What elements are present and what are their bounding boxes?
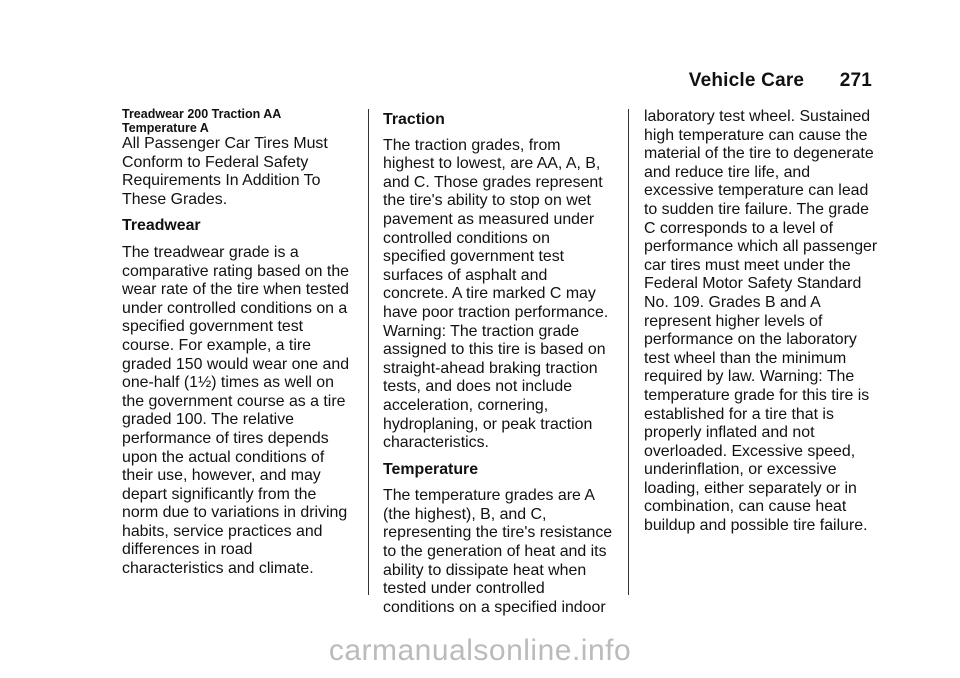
temperature-heading: Temperature	[383, 460, 479, 478]
column-2	[383, 108, 615, 617]
temperature-paragraph-continued: laboratory test wheel. Sustained high temperature can cause the material of the tire to degenerate and reduce tire life, and excessive temperature can lead to sudden tire failure. The grade C corresponds to a level of performance which all passenger car tires must meet under the Federal Motor Safety Standard No. 109. Grades B and A represent higher levels of performance on the laboratory test wheel than the minimum required by law. Warning: The temperature grade for this tire is established for a tire that is properly inflated and not overloaded. Excessive speed, underinflation, or excessive loading, either separately or in combination, can cause heat buildup and possible tire failure.	[644, 108, 878, 535]
page-header	[689, 70, 872, 92]
temperature-paragraph: The temperature grades are A (the highest), B, and C, representing the tire's resistance to the generation of heat and its ability to dissipate heat when tested under controlled conditions on a specified indoor	[383, 487, 613, 616]
column-1	[122, 108, 354, 579]
federal-requirements-text: All Passenger Car Tires Must Conform to Federal Safety Requirements In Addition To These Grades.	[122, 135, 328, 208]
column-divider	[628, 109, 629, 595]
tire-grade-label: Treadwear 200 Traction AA Temperature A	[122, 107, 281, 135]
section-title: Vehicle Care	[688, 70, 805, 91]
traction-heading: Traction	[383, 111, 445, 128]
treadwear-heading: Treadwear	[122, 217, 201, 235]
page-number: 271	[839, 70, 872, 91]
traction-paragraph: The traction grades, from highest to lowest, are AA, A, B, and C. Those grades represent the tire's ability to stop on wet pavement as measured under controlled conditions on specified government test surfaces of asphalt and concrete. A tire marked C may have poor traction performance. Warning: The traction grade assigned to this tire is based on straight-ahead braking traction tests, and does not include acceleration, cornering, hydroplaning, or peak traction characteristics.	[383, 136, 609, 452]
treadwear-paragraph: The treadwear grade is a comparative rating based on the wear rate of the tire when tested under controlled conditions on a specified government test course. For example, a tire graded 150 would wear one and one-half (1½) times as well on the government course as a tire graded 100. The relative performance of tires depends upon the actual conditions of their use, however, and may depart significantly from the norm due to variations in driving habits, service practices and differences in road characteristics and climate.	[122, 243, 350, 578]
column-divider	[368, 109, 369, 595]
watermark: carmanualsonline.info	[328, 634, 632, 667]
column-3	[644, 108, 880, 536]
